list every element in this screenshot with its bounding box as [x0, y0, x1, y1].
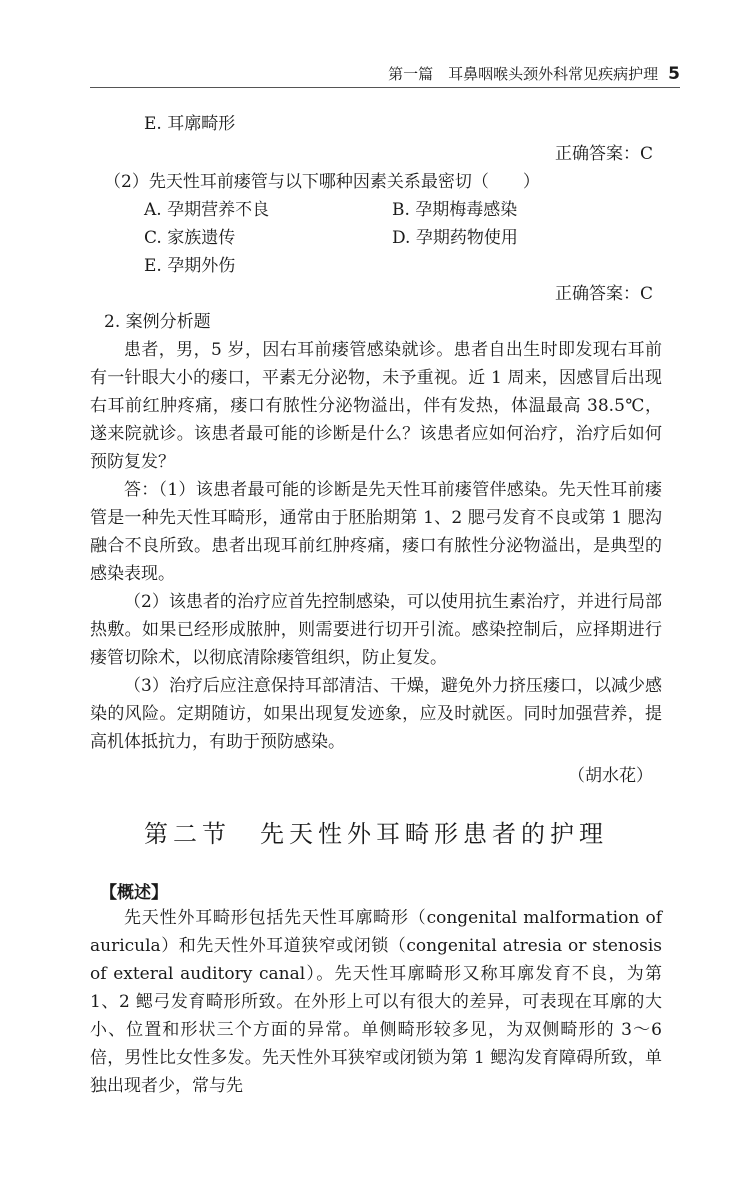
overview-body: [90, 904, 662, 1100]
q1-option-e: E. 耳廓畸形: [144, 114, 236, 134]
q2-option-a: A. 孕期营养不良: [144, 200, 270, 220]
q2-option-b: B. 孕期梅毒感染: [392, 200, 518, 220]
running-header: [90, 63, 680, 88]
case-body: [90, 336, 662, 756]
q2-option-d: D. 孕期药物使用: [392, 228, 518, 248]
author-credit: （胡水花）: [568, 766, 653, 786]
q2-question: （2）先天性耳前瘘管与以下哪种因素关系最密切（ ）: [104, 172, 540, 192]
q2-answer: 正确答案：C: [554, 284, 653, 304]
case-paragraph: 患者，男，5 岁，因右耳前瘘管感染就诊。患者自出生时即发现右耳前有一针眼大小的瘘口，平素无分泌物，未予重视。近 1 周来，因感冒后出现右耳前红肿疼痛，瘘口有脓性分泌物溢出，伴有发热，体温最高 38.5℃，遂来院就诊。该患者最可能的诊断是什么？该患者应如何治疗，治疗后如何预防复发？: [90, 340, 662, 472]
case-paragraph: （3）治疗后应注意保持耳部清洁、干燥，避免外力挤压瘘口，以减少感染的风险。定期随访，如果出现复发迹象，应及时就医。同时加强营养，提高机体抵抗力，有助于预防感染。: [90, 676, 662, 752]
case-paragraph: （2）该患者的治疗应首先控制感染，可以使用抗生素治疗，并进行局部热敷。如果已经形成脓肿，则需要进行切开引流。感染控制后，应择期进行瘘管切除术，以彻底清除瘘管组织，防止复发。: [90, 592, 662, 668]
q2-option-c: C. 家族遗传: [144, 228, 236, 248]
overview-paragraph: 先天性外耳畸形包括先天性耳廓畸形（congenital malformation of auricula）和先天性外耳道狭窄或闭锁（congenital atresia or stenosis of exteral auditory canal）。先天性耳廓畸形又称耳廓发育不良，为第 1、2 鳃弓发育畸形所致。在外形上可以有很大的差异，可表现在耳廓的大小、位置和形状三个方面的异常。单侧畸形较多见，为双侧畸形的 3～6 倍，男性比女性多发。先天性外耳狭窄或闭锁为第 1 鳃沟发育障碍所致，单独出现者少，常与先: [90, 908, 662, 1096]
q1-answer: 正确答案：C: [554, 144, 653, 164]
section-title: 第二节 先天性外耳畸形患者的护理: [144, 820, 608, 848]
overview-label: 【概述】: [100, 883, 168, 903]
case-heading: 2. 案例分析题: [104, 312, 211, 332]
case-paragraph: 答：（1）该患者最可能的诊断是先天性耳前瘘管伴感染。先天性耳前瘘管是一种先天性耳畸形，通常由于胚胎期第 1、2 腮弓发育不良或第 1 腮沟融合不良所致。患者出现耳前红肿疼痛，瘘口有脓性分泌物溢出，是典型的感染表现。: [90, 480, 662, 584]
header-title: 第一篇 耳鼻咽喉头颈外科常见疾病护理: [388, 65, 659, 83]
q2-option-e: E. 孕期外伤: [144, 256, 236, 276]
page-number: 5: [668, 64, 680, 84]
